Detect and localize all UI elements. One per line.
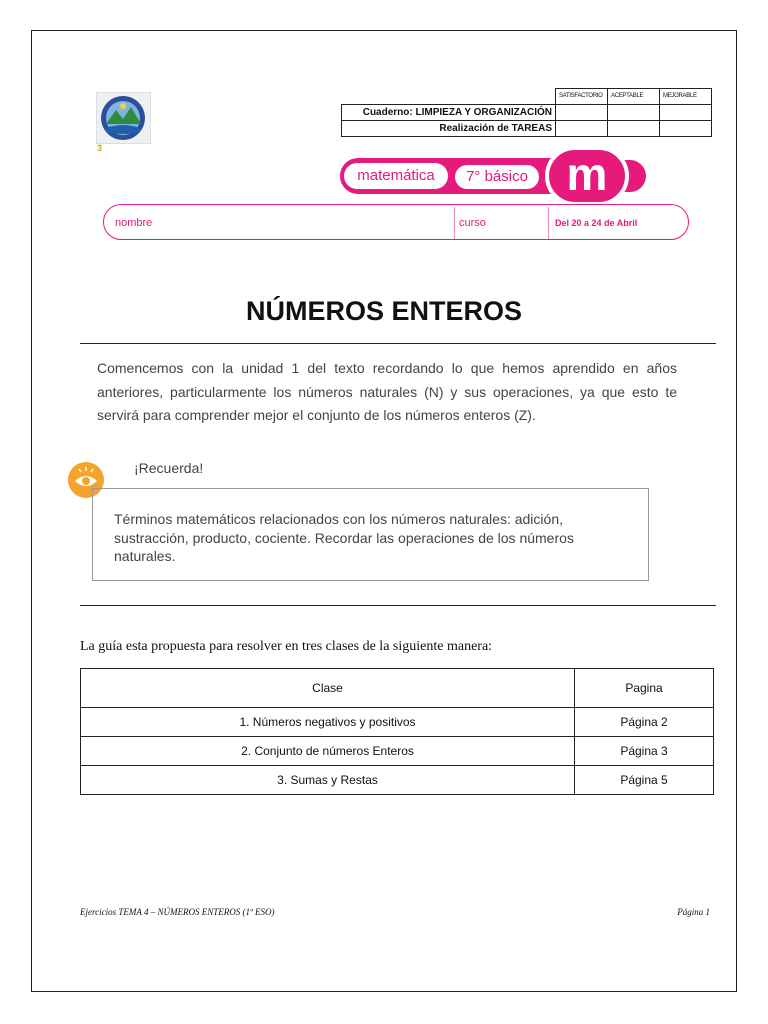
column-header-clase: Clase (81, 669, 575, 708)
eval-col-aceptable: ACEPTABLE (608, 89, 660, 105)
eval-cell (608, 121, 660, 137)
date-label: Del 20 a 24 de Abril (555, 218, 638, 228)
column-header-pagina: Pagina (575, 669, 714, 708)
page-cell: Página 3 (575, 737, 714, 766)
eval-cell (608, 105, 660, 121)
school-logo (96, 92, 151, 144)
class-cell: 2. Conjunto de números Enteros (81, 737, 575, 766)
footer-title: Ejercicios TEMA 4 – NÚMEROS ENTEROS (1º ESO) (80, 907, 275, 917)
grade-label: 7° básico (455, 165, 539, 189)
page-title: NÚMEROS ENTEROS (245, 296, 523, 326)
eval-row-cuaderno: Cuaderno: LIMPIEZA Y ORGANIZACIÓN (342, 105, 556, 121)
divider (80, 343, 716, 344)
subject-badge-letter: m (566, 148, 608, 200)
eval-cell (660, 105, 712, 121)
eval-col-satisfactorio: SATISFACTORIO (556, 89, 608, 105)
evaluation-table (341, 88, 712, 137)
course-label: curso (459, 217, 486, 229)
divider (80, 605, 716, 606)
classes-table (80, 668, 714, 795)
table-row (81, 708, 714, 737)
class-cell: 1. Números negativos y positivos (81, 708, 575, 737)
logo-mark: 3 (97, 143, 103, 153)
subject-label: matemática (344, 163, 448, 189)
eval-cell (660, 121, 712, 137)
eval-row-tareas: Realización de TAREAS (342, 121, 556, 137)
intro-paragraph: Comencemos con la unidad 1 del texto recordando lo que hemos aprendido en años anteriores, particularmente los números naturales (N) y sus operaciones, ya que esto te servirá para comprender mejor el conjunto de los números enteros (Z). (97, 360, 677, 423)
divider (548, 207, 549, 239)
table-row (81, 737, 714, 766)
reminder-text: Términos matemáticos relacionados con los números naturales: adición, sustracción, producto, cociente. Recordar las operaciones de los números naturales. (114, 511, 574, 564)
class-cell: 3. Sumas y Restas (81, 766, 575, 795)
page-cell: Página 2 (575, 708, 714, 737)
student-info-bar (103, 204, 689, 240)
eval-cell (556, 121, 608, 137)
name-label: nombre (115, 217, 153, 229)
eval-col-mejorable: MEJORABLE (660, 89, 712, 105)
eval-cell (556, 105, 608, 121)
footer-page-number: Página 1 (677, 907, 710, 917)
guide-text: La guía esta propuesta para resolver en tres clases de la siguiente manera: (80, 639, 493, 654)
reminder-heading: ¡Recuerda! (134, 460, 204, 476)
divider (454, 207, 455, 239)
page-cell: Página 5 (575, 766, 714, 795)
table-row (81, 766, 714, 795)
